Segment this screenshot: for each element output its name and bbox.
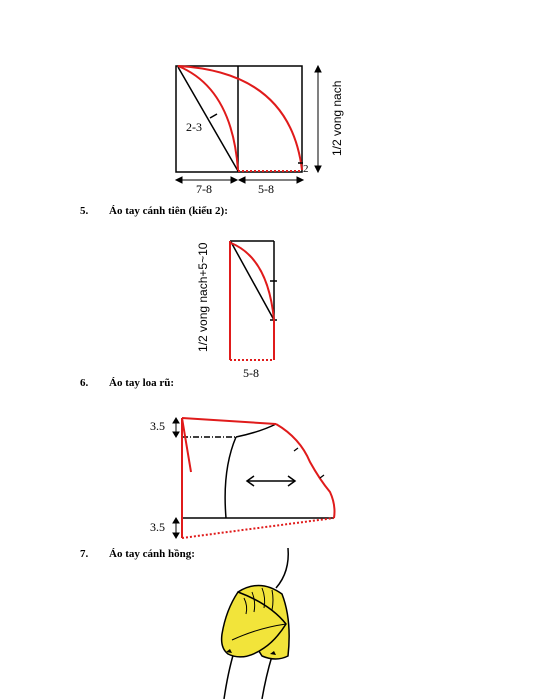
figure-4-arm-right-line	[262, 656, 272, 699]
section-7-number: 7.	[80, 548, 89, 560]
section-5-number: 5.	[80, 205, 89, 217]
figure-1-corner-label: 2	[303, 163, 309, 175]
figure-4-arm-left-line	[224, 652, 234, 699]
figure-1-width-right-label: 5-8	[258, 182, 274, 196]
section-5-title: Áo tay cánh tiên (kiểu 2):	[109, 205, 228, 217]
figure-1-side-label: 1/2 vong nach	[330, 80, 344, 156]
section-6-title: Áo tay loa rũ:	[109, 377, 175, 389]
figure-1-width-left-label: 7-8	[196, 182, 212, 196]
figure-2-side-label: 1/2 vong nach+5~10	[196, 242, 210, 352]
figure-1-diag-label: 2-3	[186, 120, 202, 134]
figure-3-bottom-label: 3.5	[150, 520, 165, 534]
section-7-title: Áo tay cánh hồng:	[109, 548, 195, 560]
section-6-number: 6.	[80, 377, 89, 389]
figure-2-bottom-label: 5-8	[243, 366, 259, 380]
figure-4-neck-line	[276, 548, 288, 588]
figure-3-top-label: 3.5	[150, 419, 165, 433]
